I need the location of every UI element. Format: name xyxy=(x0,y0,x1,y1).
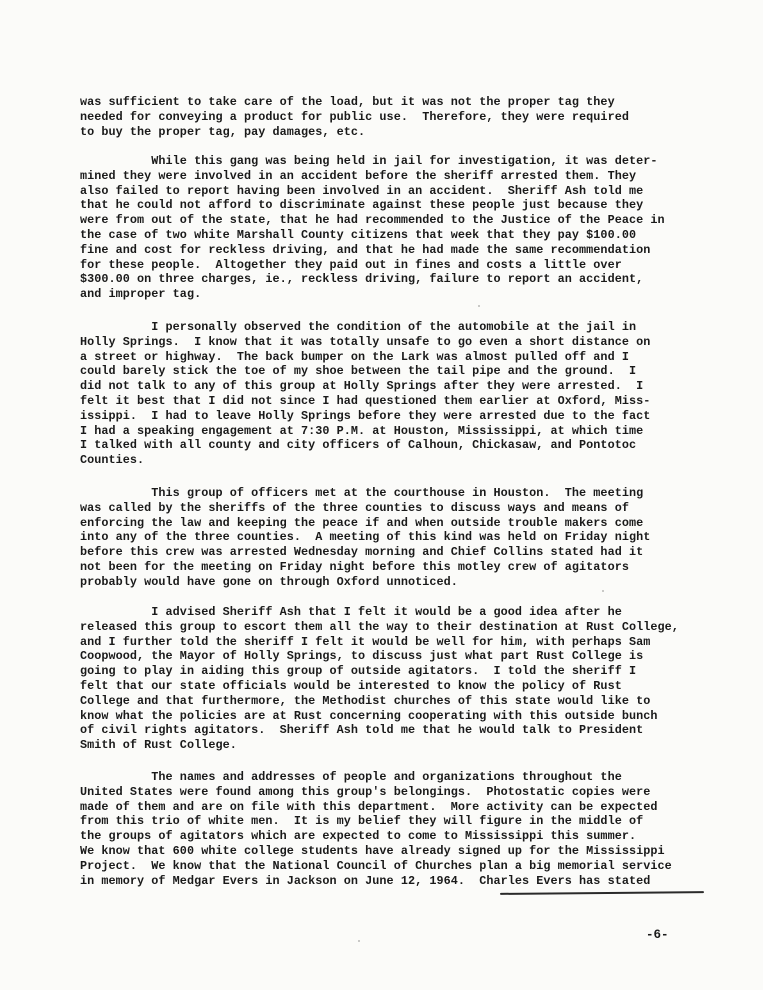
paragraph-line: The names and addresses of people and organizations throughout the xyxy=(80,770,622,784)
paragraph-line: for these people. Altogether they paid out in fines and costs a little over xyxy=(80,257,622,272)
paragraph-line: fine and cost for reckless driving, and that he had made the same recommendation xyxy=(80,242,651,257)
paragraph-line: going to play in aiding this group of outside agitators. I told the sheriff I xyxy=(80,664,637,679)
paragraph-line: into any of the three counties. A meeting of this kind was held on Friday night xyxy=(80,530,651,545)
paragraph-1 xyxy=(80,95,720,139)
paragraph-line: was sufficient to take care of the load, but it was not the proper tag they xyxy=(80,95,615,109)
paragraph-line: a street or highway. The back bumper on the Lark was almost pulled off and I xyxy=(80,349,629,364)
paragraph-line: were from out of the state, that he had recommended to the Justice of the Peace in xyxy=(80,213,665,228)
paragraph-line: the groups of agitators which are expected to come to Mississippi this summer. xyxy=(80,829,637,844)
handwritten-underline xyxy=(500,891,704,895)
paragraph-line: in memory of Medgar Evers in Jackson on June 12, 1964. Charles Evers has stated xyxy=(80,873,651,888)
page-number: -6- xyxy=(646,928,669,942)
paragraph-line: I advised Sheriff Ash that I felt it would be a good idea after he xyxy=(80,605,622,619)
scan-speck xyxy=(602,590,604,592)
paragraph-line: the case of two white Marshall County citizens that week that they pay $100.00 xyxy=(80,227,637,242)
paragraph-line: We know that 600 white college students have already signed up for the Mississippi xyxy=(80,843,665,858)
paragraph-line: released this group to escort them all the way to their destination at Rust College, xyxy=(80,619,679,634)
paragraph-line: before this crew was arrested Wednesday morning and Chief Collins stated had it xyxy=(80,545,644,560)
paragraph-line: that he could not afford to discriminate against these people just because they xyxy=(80,198,644,213)
paragraph-line: enforcing the law and keeping the peace if and when outside trouble makers come xyxy=(80,515,644,530)
paragraph-line: needed for conveying a product for public use. Therefore, they were required xyxy=(80,109,629,124)
paragraph-line: United States were found among this group's belongings. Photostatic copies were xyxy=(80,784,651,799)
paragraph-line: did not talk to any of this group at Holly Springs after they were arrested. I xyxy=(80,379,644,394)
scan-speck xyxy=(478,305,480,307)
paragraph-line: Project. We know that the National Council of Churches plan a big memorial service xyxy=(80,858,672,873)
paragraph-3 xyxy=(80,320,720,468)
paragraph-line: and I further told the sheriff I felt it would be well for him, with perhaps Sam xyxy=(80,634,651,649)
paragraph-line: Coopwood, the Mayor of Holly Springs, to discuss just what part Rust College is xyxy=(80,649,644,664)
paragraph-line: Holly Springs. I know that it was totally unsafe to go even a short distance on xyxy=(80,334,651,349)
paragraph-line: mined they were involved in an accident before the sheriff arrested them. They xyxy=(80,168,637,183)
paragraph-line: I had a speaking engagement at 7:30 P.M. at Houston, Mississippi, at which time xyxy=(80,423,644,438)
paragraph-line: Counties. xyxy=(80,453,145,468)
paragraph-5 xyxy=(80,605,720,753)
paragraph-line: was called by the sheriffs of the three counties to discuss ways and means of xyxy=(80,500,629,515)
paragraph-line: felt it best that I did not since I had questioned them earlier at Oxford, Miss- xyxy=(80,393,651,408)
paragraph-line: to buy the proper tag, pay damages, etc. xyxy=(80,124,366,139)
paragraph-6 xyxy=(80,770,720,888)
paragraph-line: from this trio of white men. It is my belief they will figure in the middle of xyxy=(80,814,644,829)
paragraph-line: College and that furthermore, the Methodist churches of this state would like to xyxy=(80,693,651,708)
paragraph-line: know what the policies are at Rust concerning cooperating with this outside bunch xyxy=(80,708,658,723)
paragraph-4 xyxy=(80,486,720,590)
paragraph-line: issippi. I had to leave Holly Springs before they were arrested due to the fact xyxy=(80,408,651,423)
paragraph-line: probably would have gone on through Oxford unnoticed. xyxy=(80,574,458,589)
paragraph-line: of civil rights agitators. Sheriff Ash told me that he would talk to President xyxy=(80,723,644,738)
paragraph-line: I talked with all county and city officers of Calhoun, Chickasaw, and Pontotoc xyxy=(80,438,637,453)
paragraph-line: made of them and are on file with this department. More activity can be expected xyxy=(80,799,658,814)
paragraph-line: could barely stick the toe of my shoe between the tail pipe and the ground. I xyxy=(80,364,637,379)
paragraph-line: and improper tag. xyxy=(80,287,202,302)
paragraph-line: felt that our state officials would be interested to know the policy of Rust xyxy=(80,678,622,693)
scan-speck xyxy=(358,940,360,942)
paragraph-line: This group of officers met at the courthouse in Houston. The meeting xyxy=(80,486,644,500)
paragraph-2 xyxy=(80,154,720,302)
paragraph-line: $300.00 on three charges, ie., reckless driving, failure to report an accident, xyxy=(80,272,644,287)
paragraph-line: I personally observed the condition of the automobile at the jail in xyxy=(80,320,637,334)
paragraph-line: not been for the meeting on Friday night before this motley crew of agitators xyxy=(80,559,629,574)
paragraph-line: While this gang was being held in jail for investigation, it was deter- xyxy=(80,154,658,168)
paragraph-line: Smith of Rust College. xyxy=(80,738,237,753)
paragraph-line: also failed to report having been involved in an accident. Sheriff Ash told me xyxy=(80,183,644,198)
